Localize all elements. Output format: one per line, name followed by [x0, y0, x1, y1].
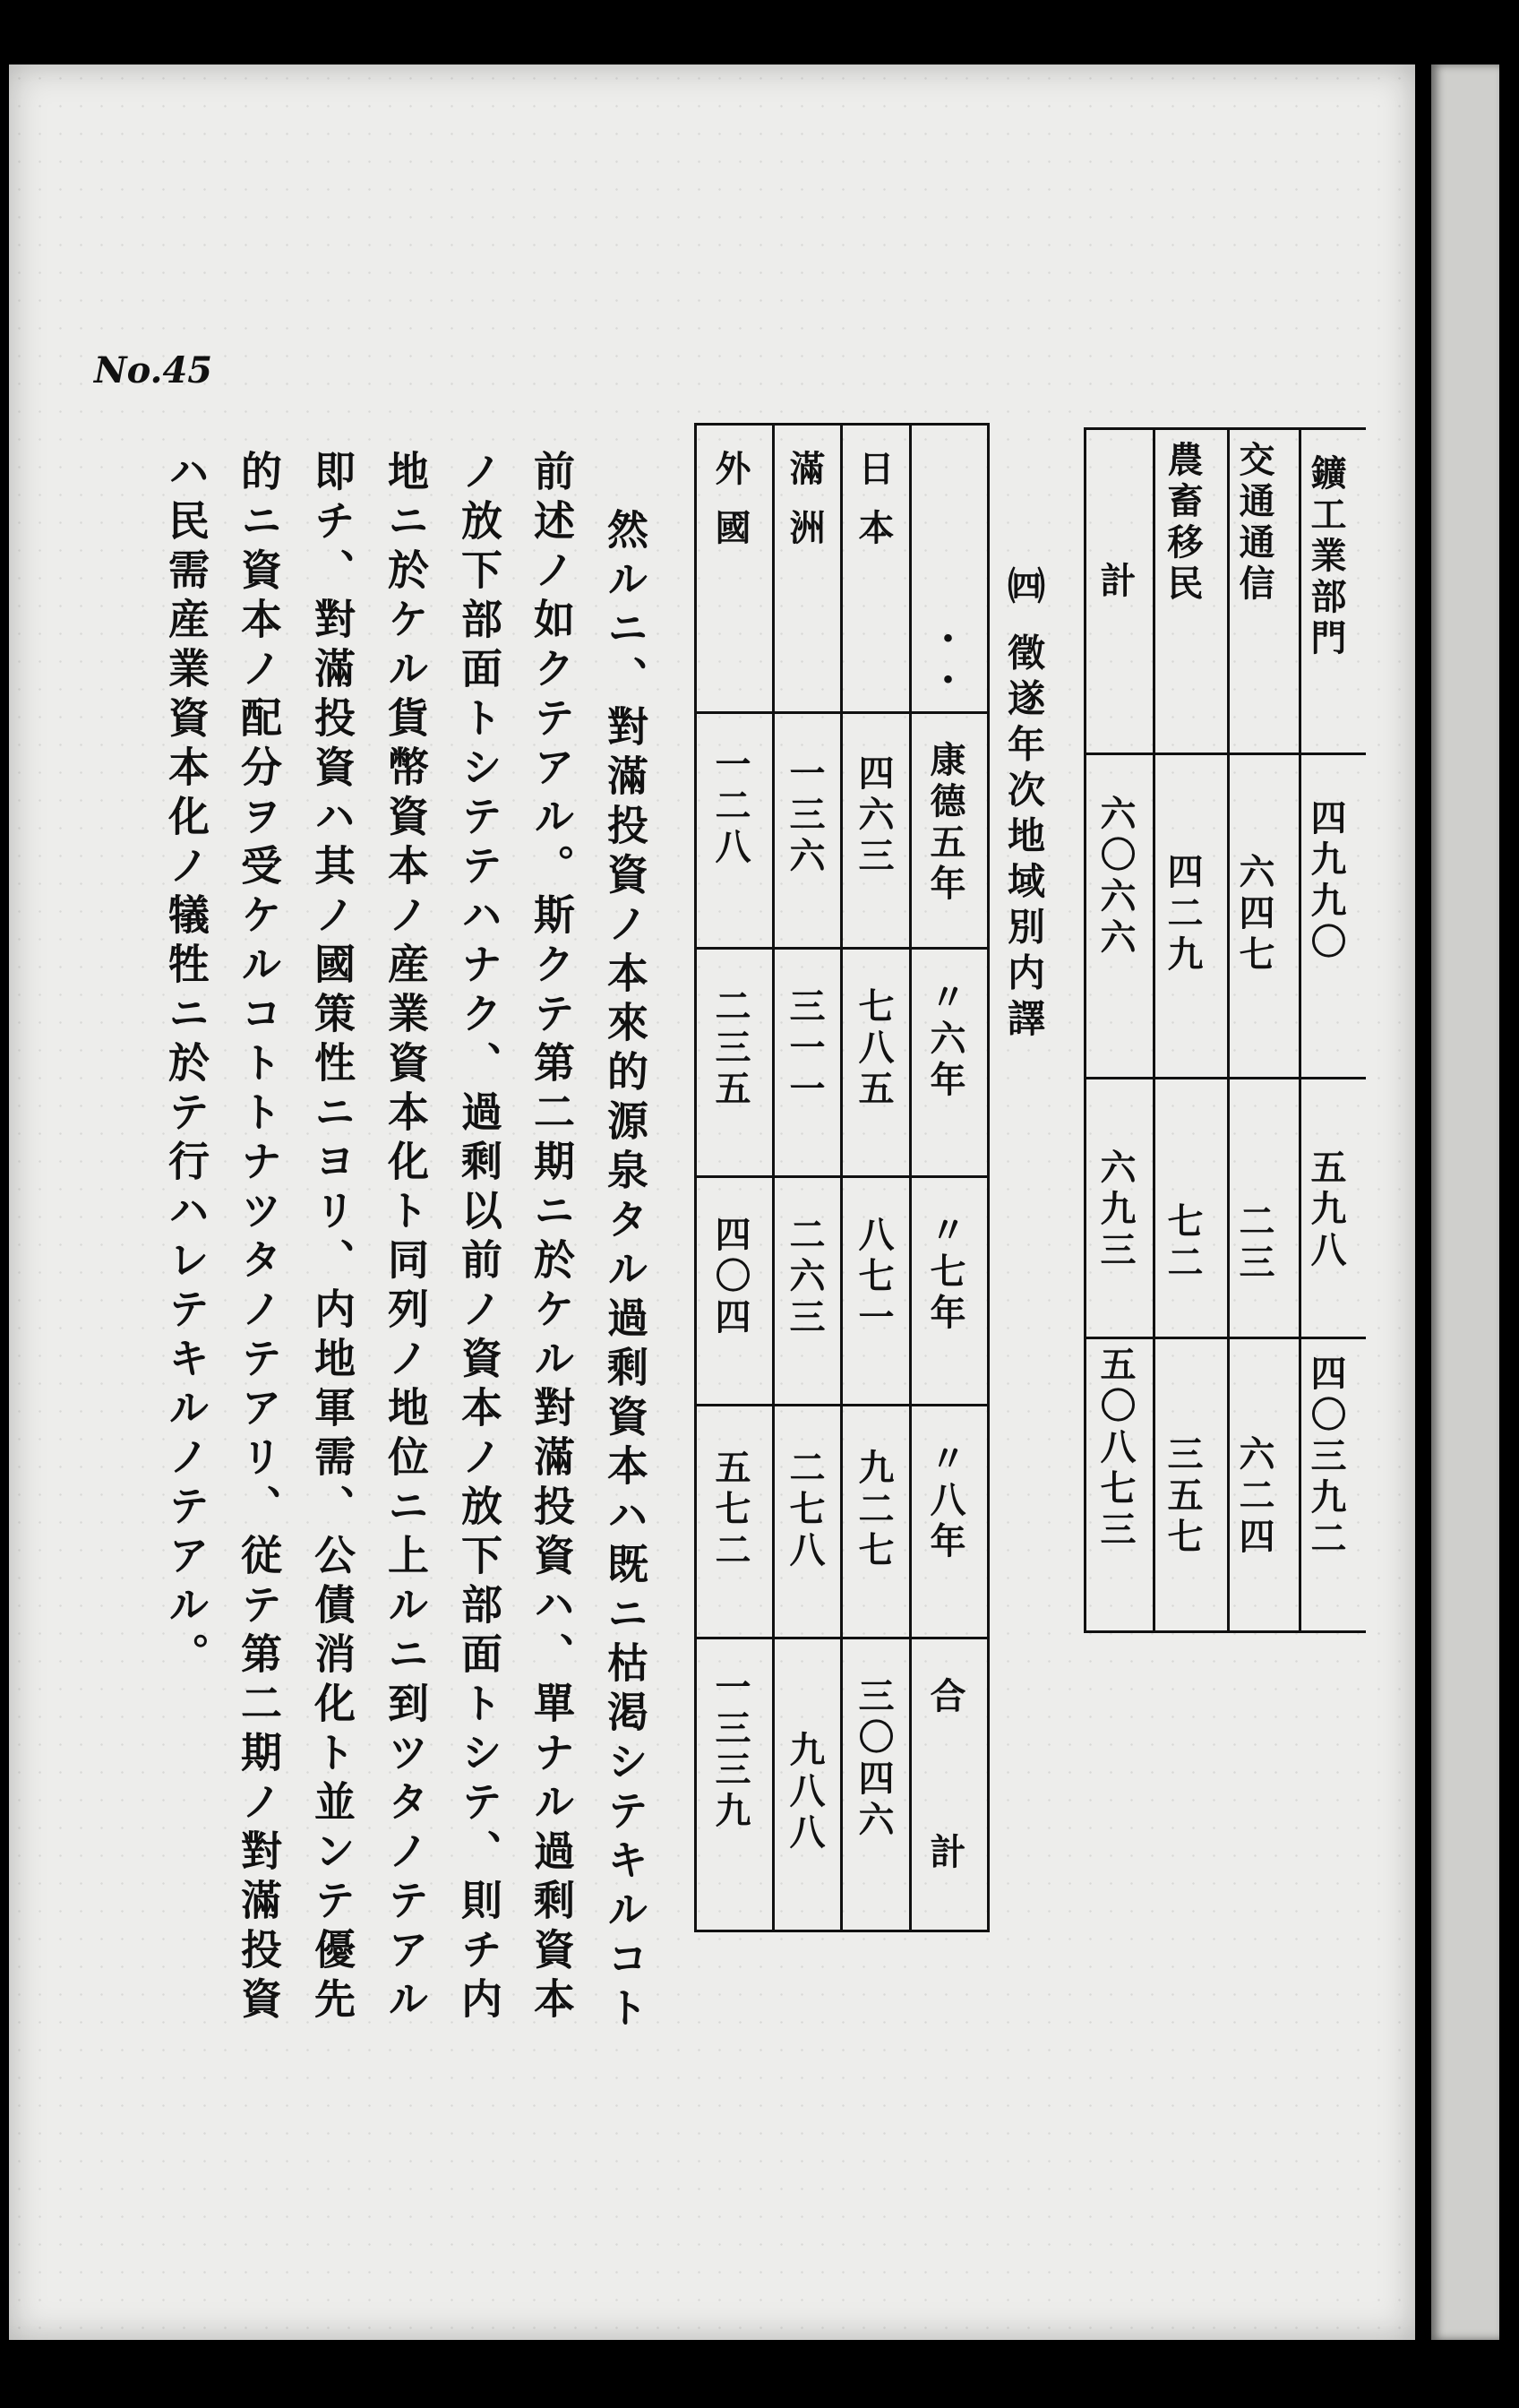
table-rule — [694, 1404, 990, 1406]
column-header: 合 計 — [924, 1677, 966, 1922]
table-cell: 八七一 — [853, 1216, 895, 1339]
table-cell: 四六三 — [853, 754, 895, 878]
table-cell: 五七二 — [709, 1449, 751, 1572]
table-cell: 五九八 — [1305, 1148, 1347, 1272]
table-rule — [1084, 427, 1366, 430]
table-cell: 三五七 — [1162, 1435, 1204, 1559]
table-cell: 四〇三九二 — [1305, 1354, 1347, 1561]
body-text-line: 的ニ資本ノ配分ヲ受ケルコトトナツタノテアリ、従テ第二期ノ對滿投資 — [235, 450, 283, 2026]
table-cell: 六二四 — [1233, 1435, 1275, 1559]
body-text-line: 前述ノ如クテアル。斯クテ第二期ニ於ケル對滿投資ハ、單ナル過剩資本 — [528, 450, 576, 2026]
table-rule — [1299, 427, 1301, 1632]
row-label: 滿 洲 — [784, 450, 826, 550]
table-cell: 七八五 — [853, 987, 895, 1111]
table-cell: 五〇八七三 — [1094, 1346, 1137, 1552]
table-cell: 六〇六六 — [1094, 795, 1137, 959]
table-rule — [1227, 427, 1230, 1632]
table-rule — [1084, 752, 1366, 755]
table-cell: 六四七 — [1233, 853, 1275, 976]
table-rule — [1084, 1630, 1366, 1633]
table-cell: 一三六 — [784, 754, 826, 878]
table-cell: 四〇四 — [709, 1216, 751, 1339]
table-rule — [694, 947, 990, 950]
row-label: 農畜移民 — [1162, 441, 1204, 606]
table-cell: 一二八 — [709, 745, 751, 869]
table-rule — [694, 711, 990, 714]
body-text-line: 地ニ於ケル貨幣資本ノ産業資本化ト同列ノ地位ニ上ルニ到ツタノテアル — [382, 450, 430, 2026]
paper-texture — [9, 64, 1415, 2340]
table-rule — [1084, 1077, 1366, 1079]
row-label: 日 本 — [853, 450, 895, 550]
body-text-line: ノ放下部面トシテテハナク、過剩以前ノ資本ノ放下部面トシテ、則チ内 — [455, 450, 503, 2026]
table-cell: 六九三 — [1094, 1148, 1137, 1272]
table-rule — [1084, 427, 1086, 1632]
table-title: ㈣ 徵遂年次地域別内譯 — [1002, 566, 1046, 1045]
table-cell: 二六三 — [784, 1216, 826, 1339]
table-cell: 七二 — [1162, 1202, 1204, 1285]
table-cell: 三〇四六 — [853, 1677, 895, 1842]
table-cell: 九二七 — [853, 1449, 895, 1572]
column-header: 〃六年 — [924, 978, 966, 1102]
table-rule — [1084, 1337, 1366, 1339]
row-label: 計 — [1094, 562, 1137, 603]
table-rule — [694, 1637, 990, 1639]
book-spine — [1431, 64, 1499, 2340]
row-label: 外 國 — [709, 450, 751, 550]
row-label: 交通通信 — [1233, 441, 1275, 606]
column-header: 〃八年 — [924, 1440, 966, 1563]
table-cell: 四九九〇 — [1305, 799, 1347, 964]
body-text-line: ハ民需産業資本化ノ犠牲ニ於テ行ハレテキルノテアル。 — [162, 450, 210, 1681]
page-number: No.45 — [94, 349, 213, 391]
body-text-line: 即チ、對滿投資ハ其ノ國策性ニヨリ、内地軍需、公債消化ト並ンテ優先 — [308, 450, 356, 2026]
table-cell: 四二九 — [1162, 853, 1204, 976]
table-cell: 二七八 — [784, 1449, 826, 1572]
document-page — [9, 64, 1415, 2340]
table-cell: 二三五 — [709, 987, 751, 1111]
table-cell: 一三三九 — [709, 1668, 751, 1833]
row-label: 鑛工業部門 — [1305, 454, 1347, 660]
table-cell: 二三 — [1233, 1202, 1275, 1285]
table-rule — [1153, 427, 1155, 1632]
table-cell: 九八八 — [784, 1731, 826, 1854]
header-corner: ・・ — [924, 620, 966, 702]
body-text-line: 然ルニ、對滿投資ノ本來的源泉タル過剩資本ハ既ニ枯渇シテキルコト — [601, 508, 649, 2035]
column-header: 〃七年 — [924, 1211, 966, 1335]
table-cell: 三一一 — [784, 987, 826, 1111]
table-rule — [694, 1175, 990, 1178]
column-header: 康德五年 — [924, 741, 966, 906]
